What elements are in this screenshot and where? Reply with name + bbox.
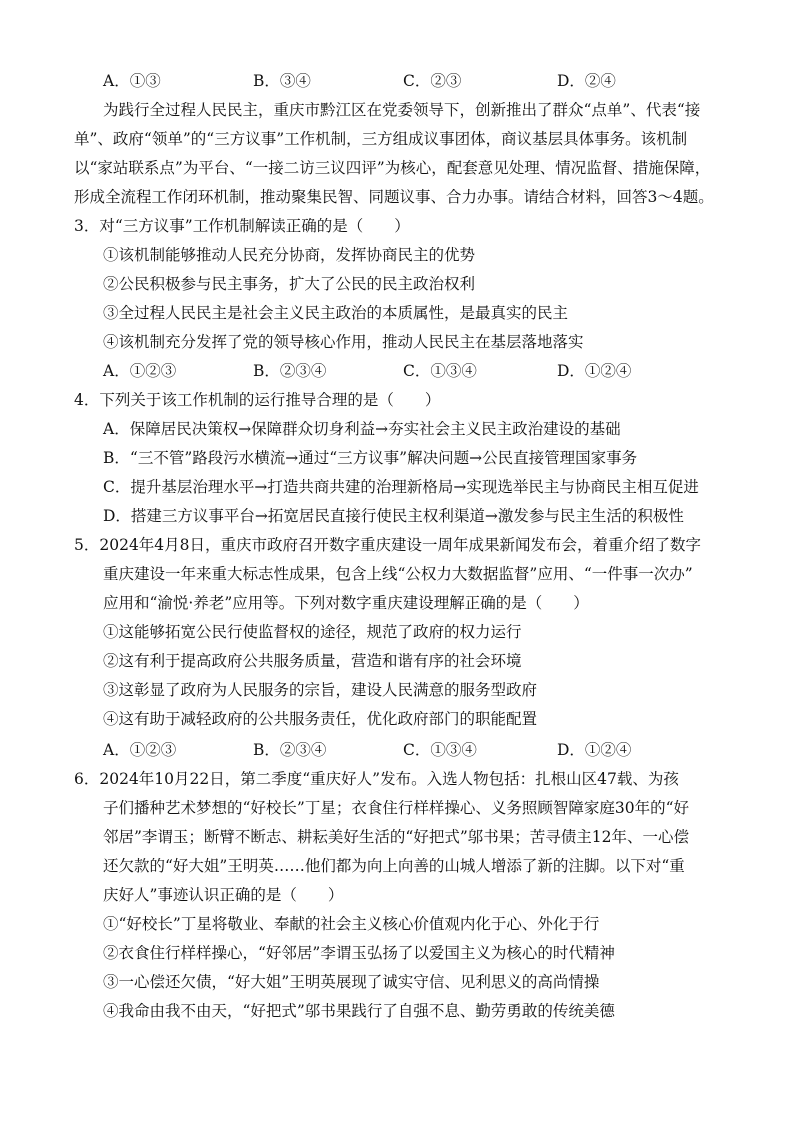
q4-option-b: B．“三不管”路段污水横流→通过“三方议事”解决问题→公民直接管理国家事务	[103, 449, 638, 467]
q6-stem-line: 子们播种艺术梦想的“好校长”丁星；衣食住行样样操心、义务照顾智障家庭30年的“好	[103, 799, 689, 817]
q6-stem-line: 6．2024年10月22日，第二季度“重庆好人”发布。入选人物包括：扎根山区47载、为孩	[74, 770, 679, 788]
q6-stem-line: 还欠款的“好大姐”王明英……他们都为向上向善的山城人增添了新的注脚。以下对“重	[103, 857, 685, 875]
q4-option-d: D．搭建三方议事平台→拓宽居民直接行使民主权利渠道→激发参与民主生活的积极性	[103, 507, 684, 525]
q6-stem-line: 邻居”李谓玉；断臂不断志、耕耘美好生活的“好把式”邬书果；苦寻债主12年、一心偿	[103, 828, 689, 846]
q6-statement: ②衣食住行样样操心，“好邻居”李谓玉弘扬了以爱国主义为核心的时代精神	[103, 944, 615, 962]
q5-option-c: C．①③④	[403, 741, 477, 759]
q5-stem-line: 重庆建设一年来重大标志性成果，包含上线“公权力大数据监督”应用、“一件事一次办”	[103, 565, 693, 583]
q3-option-d: D．①②④	[557, 362, 632, 380]
q2-option-c: C．②③	[403, 72, 462, 90]
material-line: 为践行全过程人民民主，重庆市黔江区在党委领导下，创新推出了群众“点单”、代表“接	[103, 101, 701, 119]
q4-option-c: C．提升基层治理水平→打造共商共建的治理新格局→实现选举民主与协商民主相互促进	[103, 478, 699, 496]
q4-option-a: A．保障居民决策权→保障群众切身利益→夯实社会主义民主政治建设的基础	[103, 420, 621, 438]
q3-statement: ④该机制充分发挥了党的领导核心作用，推动人民民主在基层落地落实	[103, 333, 584, 351]
q6-stem-line: 庆好人”事迹认识正确的是（ ）	[103, 886, 344, 904]
q3-option-a: A．①②③	[103, 362, 177, 380]
q3-statement: ①该机制能够推动人民充分协商，发挥协商民主的优势	[103, 246, 476, 264]
q3-statement: ③全过程人民民主是社会主义民主政治的本质属性，是最真实的民主	[103, 304, 569, 322]
q5-statement: ③这彰显了政府为人民服务的宗旨，建设人民满意的服务型政府	[103, 681, 538, 699]
q2-option-b: B．③④	[253, 72, 311, 90]
q3-option-b: B．②③④	[253, 362, 327, 380]
q6-statement: ①“好校长”丁星将敬业、奉献的社会主义核心价值观内化于心、外化于行	[103, 915, 600, 933]
q5-stem-line: 应用和“渝悦·养老”应用等。下列对数字重庆建设理解正确的是（ ）	[103, 594, 589, 612]
q5-options	[0, 739, 794, 761]
q6-statement: ③一心偿还欠债，“好大姐”王明英展现了诚实守信、见利思义的高尚情操	[103, 973, 600, 991]
material-line: 形成全流程工作闭环机制，推动聚集民智、同题议事、合力办事。请结合材料，回答3～4题。	[74, 188, 714, 206]
q5-statement: ①这能够拓宽公民行使监督权的途径，规范了政府的权力运行	[103, 623, 522, 641]
q3-options	[0, 360, 794, 382]
q2-option-a: A．①③	[103, 72, 161, 90]
q6-statement: ④我命由我不由天，“好把式”邬书果践行了自强不息、勤劳勇敢的传统美德	[103, 1002, 615, 1020]
q5-option-a: A．①②③	[103, 741, 177, 759]
q5-option-d: D．①②④	[557, 741, 632, 759]
q3-option-c: C．①③④	[403, 362, 477, 380]
material-line: 以“家站联系点”为平台、“一接二访三议四评”为核心，配套意见处理、情况监督、措施保障，	[74, 159, 711, 177]
q5-stem-line: 5．2024年4月8日，重庆市政府召开数字重庆建设一周年成果新闻发布会，着重介绍了数字	[74, 536, 702, 554]
q3-statement: ②公民积极参与民主事务，扩大了公民的民主政治权利	[103, 275, 476, 293]
q5-statement: ②这有利于提高政府公共服务质量，营造和谐有序的社会环境	[103, 652, 522, 670]
q4-stem: 4．下列关于该工作机制的运行推导合理的是（ ）	[74, 391, 441, 409]
q5-option-b: B．②③④	[253, 741, 327, 759]
material-line: 单”、政府“领单”的“三方议事”工作机制，三方组成议事团体，商议基层具体事务。该机制	[74, 130, 688, 148]
q2-options	[0, 70, 794, 92]
q2-option-d: D．②④	[557, 72, 616, 90]
q5-statement: ④这有助于减轻政府的公共服务责任，优化政府部门的职能配置	[103, 710, 538, 728]
q3-stem: 3．对“三方议事”工作机制解读正确的是（ ）	[74, 217, 410, 235]
